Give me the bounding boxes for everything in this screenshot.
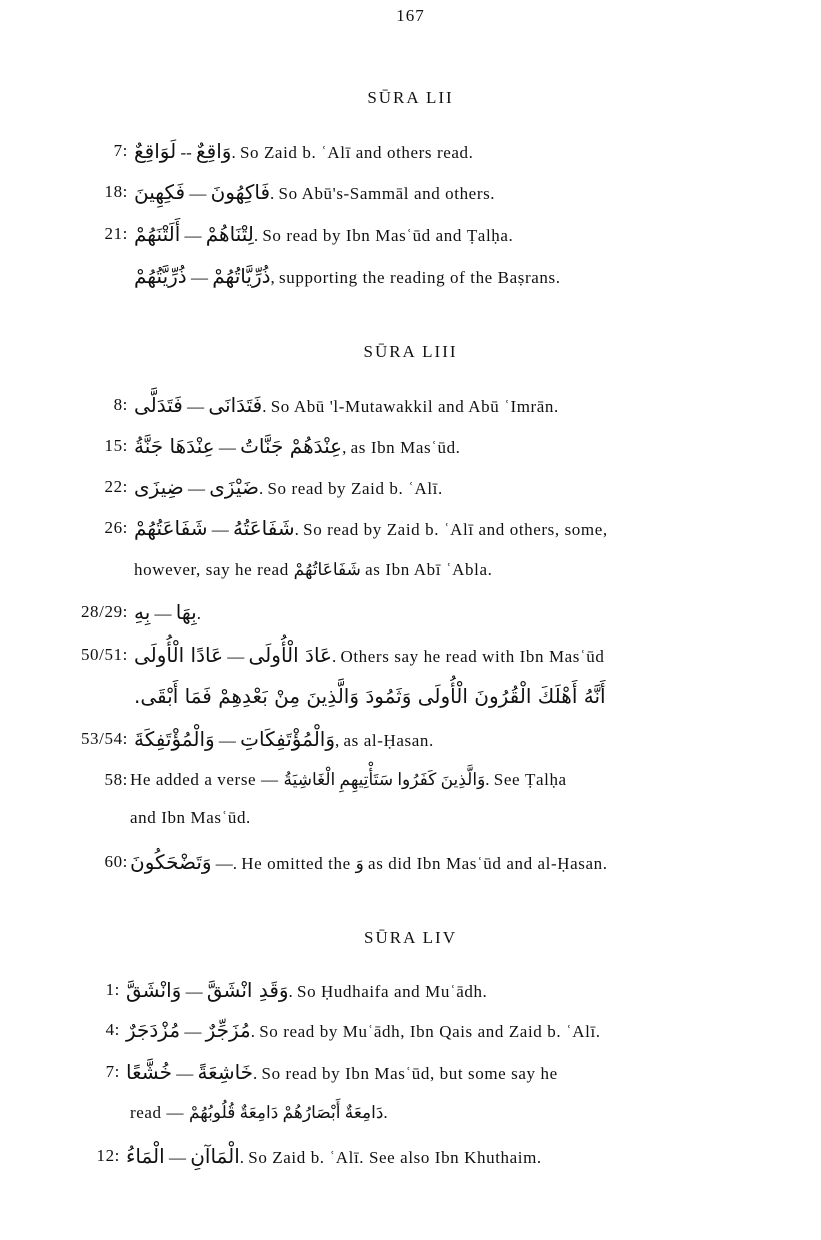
dash: — [207,520,233,539]
verse-ref: 53/54: [80,729,128,748]
arabic-reading: أَلَتْنَهُمْ [134,222,181,246]
verse-ref: 18: [104,182,128,201]
arabic-reading: فَكِهِينَ [134,180,186,204]
note-text: and Ibn Masʿūd. [130,808,251,827]
section-heading: SŪRA LIII [363,342,458,361]
arabic-reading: ذُرِّيَّتُهُمْ [134,264,187,288]
arabic-reading: شَفَاعَتُهُمْ [134,516,208,540]
arabic-quotation: أَنَّهُ أَهْلَكَ الْقُرُونَ الْأُولَى وَثَمُودَ وَالَّذِينَ مِنْ بَعْدِهِمْ فَمَا أَبْقَى. [134,684,606,708]
arabic-variant: عِنْدَهُمْ جَنَّاتُ [240,434,343,458]
arabic-variant: وَالْمُؤْتَفِكَاتِ [240,727,336,751]
arabic-variant: عَادَ الْأُولَى [248,643,332,667]
note-text: . So Abū's-Sammāl and others. [270,184,496,203]
section-heading: SŪRA LII [367,88,454,107]
arabic-reading: بِهِ [134,600,151,624]
dash: — [171,1064,198,1083]
arabic-reading: خُشَّعًا [126,1060,172,1084]
dash: — [180,1022,206,1041]
arabic-reading: ضِيزَى [134,475,184,499]
note-text: . So read by Zaid b. ʿAlī. [258,479,443,498]
note-text: , as Ibn Masʿūd. [342,438,461,457]
arabic-reading: مُزْدَجَرٌ [126,1018,181,1042]
verse-ref: 1: [105,980,120,999]
arabic-variant: الْمَاآنِ [190,1144,240,1168]
note-text: . So Zaid b. ʿAlī and others read. [231,143,474,162]
verse-ref: 58: [104,770,128,789]
dash: — [164,1148,191,1167]
arabic-variant: فَاكِهُونَ [210,180,271,204]
arabic-variant: مُزَجِّرٌ [205,1018,251,1042]
verse-ref: 4: [105,1020,120,1039]
dash: -- [176,143,197,162]
verse-ref: 22: [104,477,128,496]
note-text: . So read by Ibn Masʿūd, but some say he [253,1064,558,1083]
dash: — [181,982,207,1001]
note-text: . [196,604,201,623]
verse-ref: 7: [105,1062,120,1081]
arabic-reading: الْمَاءُ [126,1144,165,1168]
arabic-variant: ذُرِّيَّاتُهُمْ [212,264,271,288]
arabic-reading: لَوَاقِعٌ [134,139,177,163]
verse-ref: 26: [104,518,128,537]
note-text: . So Ḥudhaifa and Muʿādh. [288,982,488,1001]
dash: — [183,479,210,498]
dash: — [182,397,209,416]
note-text: . So read by Muʿādh, Ibn Qais and Zaid b. ʿAlī. [250,1022,601,1041]
arabic-reading: فَتَدَلَّى [134,393,183,417]
verse-ref: 50/51: [80,645,128,664]
note-text: , as al-Ḥasan. [335,731,434,750]
dash: — [150,604,176,623]
arabic-variant: بِهَا [175,600,197,624]
arabic-reading: عِنْدَهَا جَنَّةُ [134,434,215,458]
dash: — [214,731,241,750]
dash: — [186,268,213,287]
note-text: . So Zaid b. ʿAlī. See also Ibn Khuthaim. [239,1148,542,1167]
note-text: . So read by Ibn Masʿūd and Ṭalḥa. [253,226,514,245]
arabic-variant: شَفَاعَتُهُ [232,516,295,540]
note-text: . He omitted the وَ as did Ibn Masʿūd and al-Ḥasan. [232,854,608,873]
dash: — [223,647,249,666]
verse-ref: 28/29: [80,602,128,621]
arabic-variant: ضَيْزَى [209,475,259,499]
note-text: read — دَامِعَةٌ أَبْصَارُهُمْ دَامِعَةٌ قُلُوبُهُمْ. [130,1103,388,1122]
verse-ref: 15: [104,436,128,455]
arabic-reading: وَالْمُؤْتَفِكَةَ [134,727,215,751]
arabic-variant: فَتَدَانَى [208,393,263,417]
arabic-variant: خَاشِعَةً [197,1060,254,1084]
dash: — [180,226,206,245]
section-heading: SŪRA LIV [364,928,457,947]
arabic-variant: لِتْنَاهُمْ [205,222,254,246]
note-text: however, say he read شَفَاعَاتُهُمْ as Ibn Abī ʿAbla. [134,560,493,579]
arabic-reading: وَانْشَقَّ [126,978,182,1002]
verse-ref: 21: [104,224,128,243]
dash: — [185,184,211,203]
note-text: He added a verse — وَالَّذِينَ كَفَرُوا سَتَأْتِيهِمِ الْغَاشِيَةُ. See Ṭalḥa [130,770,567,789]
note-text: . So read by Zaid b. ʿAlī and others, some, [294,520,608,539]
arabic-variant: وَقَدِ انْشَقَّ [206,978,289,1002]
note-text: , supporting the reading of the Baṣrans. [270,268,561,287]
note-text: . So Abū 'l-Mutawakkil and Abū ʿImrān. [262,397,559,416]
arabic-reading: وَتَضْحَكُونَ [130,850,212,874]
note-text: . Others say he read with Ibn Masʿūd [331,647,605,666]
dash: — [211,854,233,873]
verse-ref: 60: [104,852,128,871]
page-number: 167 [396,6,425,25]
arabic-reading: عَادًا الْأُولَى [134,643,224,667]
verse-ref: 8: [113,395,128,414]
verse-ref: 7: [113,141,128,160]
arabic-variant: وَاقِعٌ [196,139,232,163]
verse-ref: 12: [96,1146,120,1165]
dash: — [214,438,241,457]
